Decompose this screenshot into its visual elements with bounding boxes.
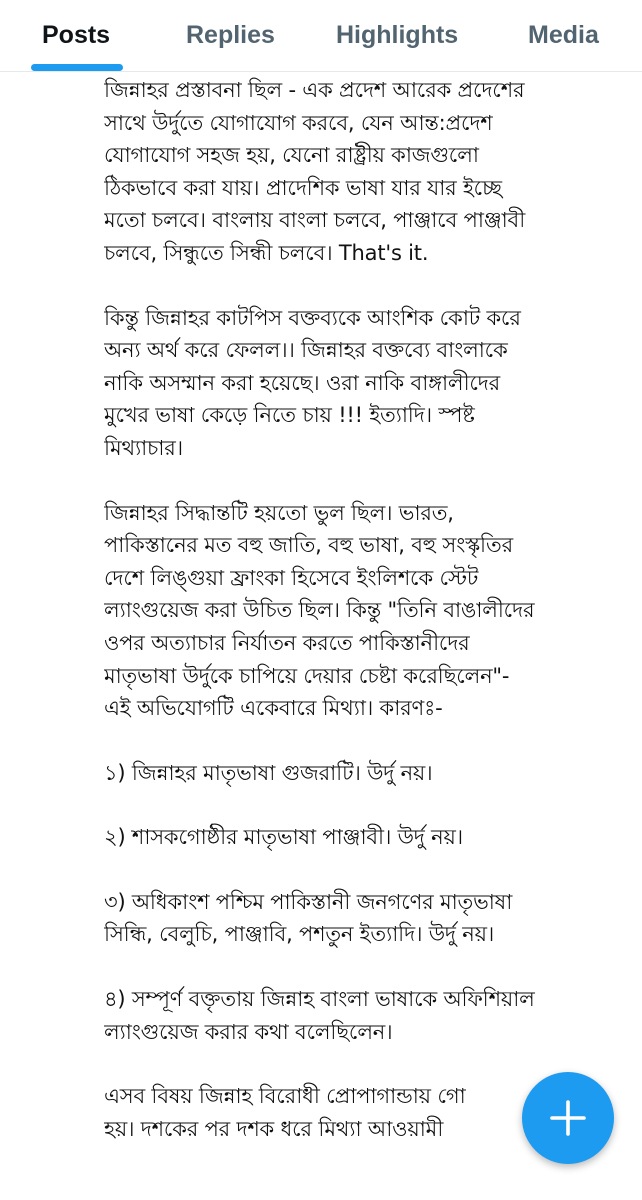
post-text-line: ঠিকভাবে করা যায়। প্রাদেশিক ভাষা যার যার ইচ্ছে: [104, 175, 502, 200]
post-text-line: ১) জিন্নাহর মাতৃভাষা গুজরাটি। উর্দু নয়।: [104, 760, 433, 785]
post-paragraph: [104, 757, 624, 790]
post-text-line: পাকিস্তানের মত বহু জাতি, বহু ভাষা, বহু সংস্কৃতির: [104, 533, 513, 558]
post-paragraph: [104, 302, 624, 465]
post-text-line: ৩) অধিকাংশ পশ্চিম পাকিস্তানী জনগণের মাতৃভাষা: [104, 889, 513, 914]
post-text-line: নাকি অসম্মান করা হয়েছে। ওরা নাকি বাঙ্গালীদের: [104, 370, 500, 395]
post-text-line: জিন্নাহর প্রস্তাবনা ছিল - এক প্রদেশ আরেক প্রদেশের: [104, 78, 525, 102]
post-paragraph: [104, 74, 624, 270]
post-text-line: মতো চলবে। বাংলায় বাংলা চলবে, পাঞ্জাবে পাঞ্জাবী: [104, 208, 526, 233]
compose-post-button[interactable]: [522, 1072, 614, 1164]
post-text-line: দেশে লিঙ্গুয়া ফ্রাংকা হিসেবে ইংলিশকে স্টেট: [104, 565, 479, 590]
post-paragraph: [104, 886, 624, 951]
post-text-body: [104, 74, 624, 1177]
post-text-line: মিথ্যাচার।: [104, 435, 183, 460]
post-paragraph: [104, 497, 624, 725]
post-text-line: ওপর অত্যাচার নির্যাতন করতে পাকিস্তানীদের: [104, 630, 470, 655]
tab-posts[interactable]: Posts: [42, 21, 111, 49]
post-text-line: মাতৃভাষা উর্দুকে চাপিয়ে দেয়ার চেষ্টা করেছিলেন"-: [104, 663, 510, 688]
plus-icon: [548, 1098, 588, 1138]
post-paragraph: [104, 983, 624, 1048]
post-text-line: হয়। দশকের পর দশক ধরে মিথ্যা আওয়ামী: [104, 1116, 444, 1141]
post-text-line: মুখের ভাষা কেড়ে নিতে চায় !!! ইত্যাদি। স্পষ্ট: [104, 403, 475, 428]
active-tab-indicator: [31, 64, 123, 71]
tab-highlights[interactable]: Highlights: [336, 21, 459, 49]
post-text-line: ল্যাংগুয়েজ করার কথা বলেছিলেন।: [104, 1019, 393, 1044]
profile-tab-bar: [0, 0, 642, 72]
post-text-line: যোগাযোগ সহজ হয়, যেনো রাষ্ট্রীয় কাজগুলো: [104, 143, 479, 168]
post-text-line: অন্য অর্থ করে ফেলল।। জিন্নাহর বক্তব্যে বাংলাকে: [104, 338, 508, 363]
tab-media[interactable]: Media: [528, 21, 599, 49]
post-text-line: কিন্তু জিন্নাহর কাটপিস বক্তব্যকে আংশিক কোট করে: [104, 305, 521, 330]
post-text-line: ল্যাংগুয়েজ করা উচিত ছিল। কিন্তু "তিনি বাঙালীদের: [104, 598, 535, 623]
post-text-line: সাথে উর্দুতে যোগাযোগ করবে, যেন আন্ত:প্রদেশ: [104, 110, 493, 135]
post-paragraph: [104, 821, 624, 854]
post-text-line: ২) শাসকগোষ্ঠীর মাতৃভাষা পাঞ্জাবী। উর্দু নয়।: [104, 825, 463, 850]
post-text-line: ৪) সম্পূর্ণ বক্তৃতায় জিন্নাহ বাংলা ভাষাকে অফিশিয়াল: [104, 987, 535, 1012]
tab-replies[interactable]: Replies: [186, 21, 275, 49]
post-text-line: জিন্নাহর সিদ্ধান্তটি হয়তো ভুল ছিল। ভারত,: [104, 500, 454, 525]
post-text-line: এই অভিযোগটি একেবারে মিথ্যা। কারণঃ-: [104, 696, 443, 721]
post-text-line: এসব বিষয় জিন্নাহ বিরোধী প্রোপাগান্ডায় গো: [104, 1084, 466, 1109]
post-text-line: চলবে, সিন্ধুতে সিন্ধী চলবে। That's it.: [104, 240, 429, 265]
post-text-line: সিন্ধি, বেলুচি, পাঞ্জাবি, পশতুন ইত্যাদি। উর্দু নয়।: [104, 922, 495, 947]
